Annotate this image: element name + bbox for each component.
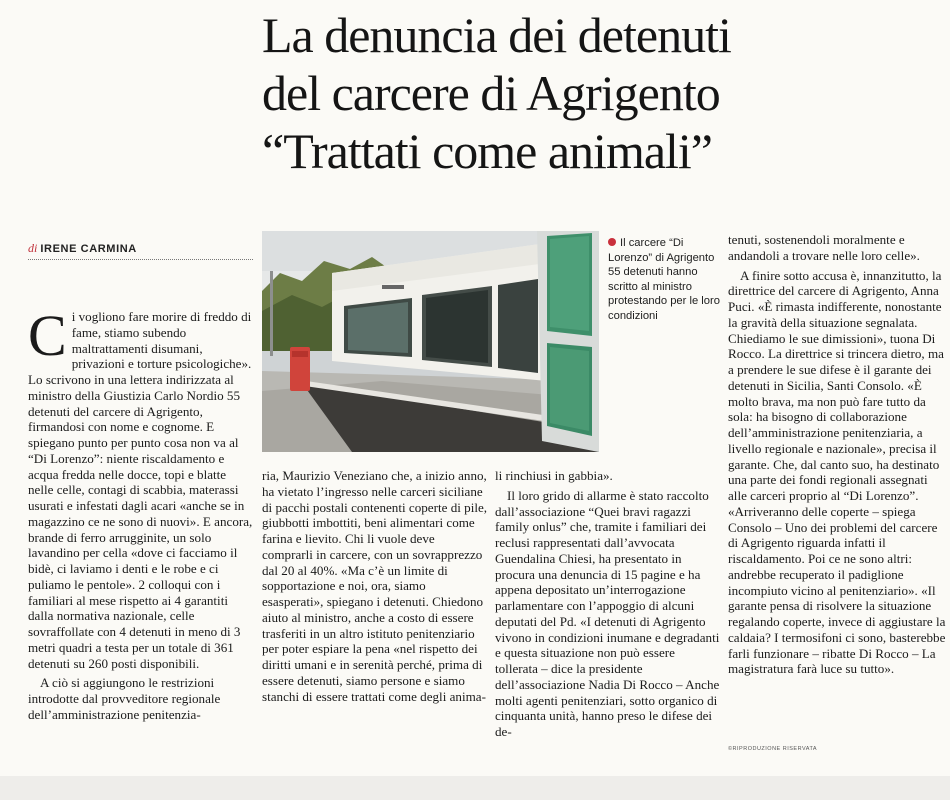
caption-bullet-icon: [608, 238, 616, 246]
article-column-2: [262, 468, 488, 704]
col3-paragraph-1: li rinchiusi in gabbia».: [495, 468, 613, 483]
byline-author: IRENE CARMINA: [40, 243, 137, 255]
article-column-4: [728, 232, 948, 677]
dropcap: C: [28, 303, 67, 368]
prison-building-photo-icon: [262, 231, 599, 452]
prison-photo: [262, 231, 599, 452]
headline-line-3: “Trattati come animali”: [262, 123, 712, 179]
caption-text: Il carcere “Di Lorenzo” di Agrigento 55 detenuti hanno scritto al ministro protestando per le loro condizioni: [608, 237, 720, 322]
byline-prefix: di: [28, 241, 38, 255]
headline-line-1: La denuncia dei detenuti: [262, 7, 731, 63]
headline: [262, 6, 922, 180]
col2-paragraph: ria, Maurizio Veneziano che, a inizio anno, ha vietato l’ingresso nelle carceri siciliane di pacchi postali contenenti coperte di pile, giubbotti imbottiti, beni alimentari come farina e lievito. Chi li vuole deve comprarli in carcere, con un sovrapprezzo dal 20 al 40%. «Ma c’è un limite di sopportazione e noi, ora, siamo esasperati», spiegano i detenuti. Chiedono aiuto al ministro, anche a costo di essere trasferiti in un altro istituto penitenziario per poter espiare la pena «nel rispetto dei diritti umani e in serenità perché, prima di essere detenuti, siamo persone e siamo stanchi di essere trattati come degli anima-: [262, 468, 488, 704]
byline: [28, 241, 253, 256]
col1-paragraph-1: i vogliono fare morire di freddo di fame, stiamo subendo maltrattamenti disumani, privazioni e torture psicologiche». Lo scrivono in una lettera indirizzata al ministro della Giustizia Carlo Nordio 55 detenuti del carcere di Agrigento, firmandosi con nome e cognome. E spiegano punto per punto cosa non va al “Di Lorenzo”: niente riscaldamento e acqua fredda nelle docce, topi e blatte nelle celle, contagi di scabbia, materassi usurati e infestati dagli acari «anche se in magazzino ce ne sono di nuovi». E ancora, brande di ferro arrugginite, un solo lavandino per cella «dove ci facciamo il bidè, ci laviamo i denti e le robe e ci puliamo le pentole». 2 colloqui con i familiari al mese rispetto ai 4 garantiti dalla normativa nazionale, celle sovraffollate con 4 detenuti in meno di 3 metri quadri a testa per un totale di 361 detenuti su 260 posti disponibili.: [28, 309, 253, 671]
article-column-3: [495, 468, 720, 740]
col1-paragraph-2: A ciò si aggiungono le restrizioni introdotte dal provveditore regionale dell’amministrazione penitenzia-: [28, 675, 221, 722]
col4-paragraph-2: A finire sotto accusa è, innanzitutto, la direttrice del carcere di Agrigento, Anna Puci. «È rimasta indifferente, nonostante la gravità della situazione segnalata. Chiediamo le sue dimissioni», tuona Di Rocco. La direttrice si trincera dietro, ma a prendere le sue difese è il garante dei detenuti in Sicilia, Santi Consolo. «È molto brava, ma non può fare tutto da sola: ha bisogno di collaborazione dell’amministrazione penitenziaria, a livello regionale e nazionale», precisa il garante. Che, dal canto suo, ha destinato una parte dei fondi regionali assegnati alle carceri proprio al “Di Lorenzo”. «Arriveranno delle coperte – spiega Consolo – Uno dei problemi del carcere di Agrigento riguarda infatti il riscaldamento. Poi ce ne sono altri: andrebbe recuperato il padiglione incompiuto vicino al penitenziario». «Il garante pensa di risolvere la situazione regalando coperte, invece di aggiustare la caldaia? I termosifoni ci sono, basterebbe farli funzionare – ribatte Di Rocco – La magistratura farà luce su tutto».: [728, 267, 946, 677]
article-column-1: [28, 303, 253, 723]
byline-divider: [28, 259, 253, 260]
photo-caption: [608, 236, 720, 323]
col3-paragraph-2: Il loro grido di allarme è stato raccolto dall’associazione “Quei bravi ragazzi family onlus” che, tramite i familiari dei reclusi rappresentati dall’avvocata Guendalina Chiesi, ha presentato in procura una denuncia di 15 pagine e ha appena depositato un’interrogazione parlamentare con l’appoggio di alcuni deputati del Pd. «I detenuti di Agrigento vivono in condizioni inumane e degradanti e questa situazione non può essere tollerata – dice la presidente dell’associazione Nadia Di Rocco – Anche molti agenti penitenziari, sotto organico di cinquanta unità, hanno preso le difese dei de-: [495, 487, 720, 739]
reproduction-notice: ©RIPRODUZIONE RISERVATA: [728, 746, 818, 752]
headline-line-2: del carcere di Agrigento: [262, 65, 720, 121]
col4-paragraph-1: tenuti, sostenendoli moralmente e andandoli a trovare nelle loro celle».: [728, 232, 920, 263]
